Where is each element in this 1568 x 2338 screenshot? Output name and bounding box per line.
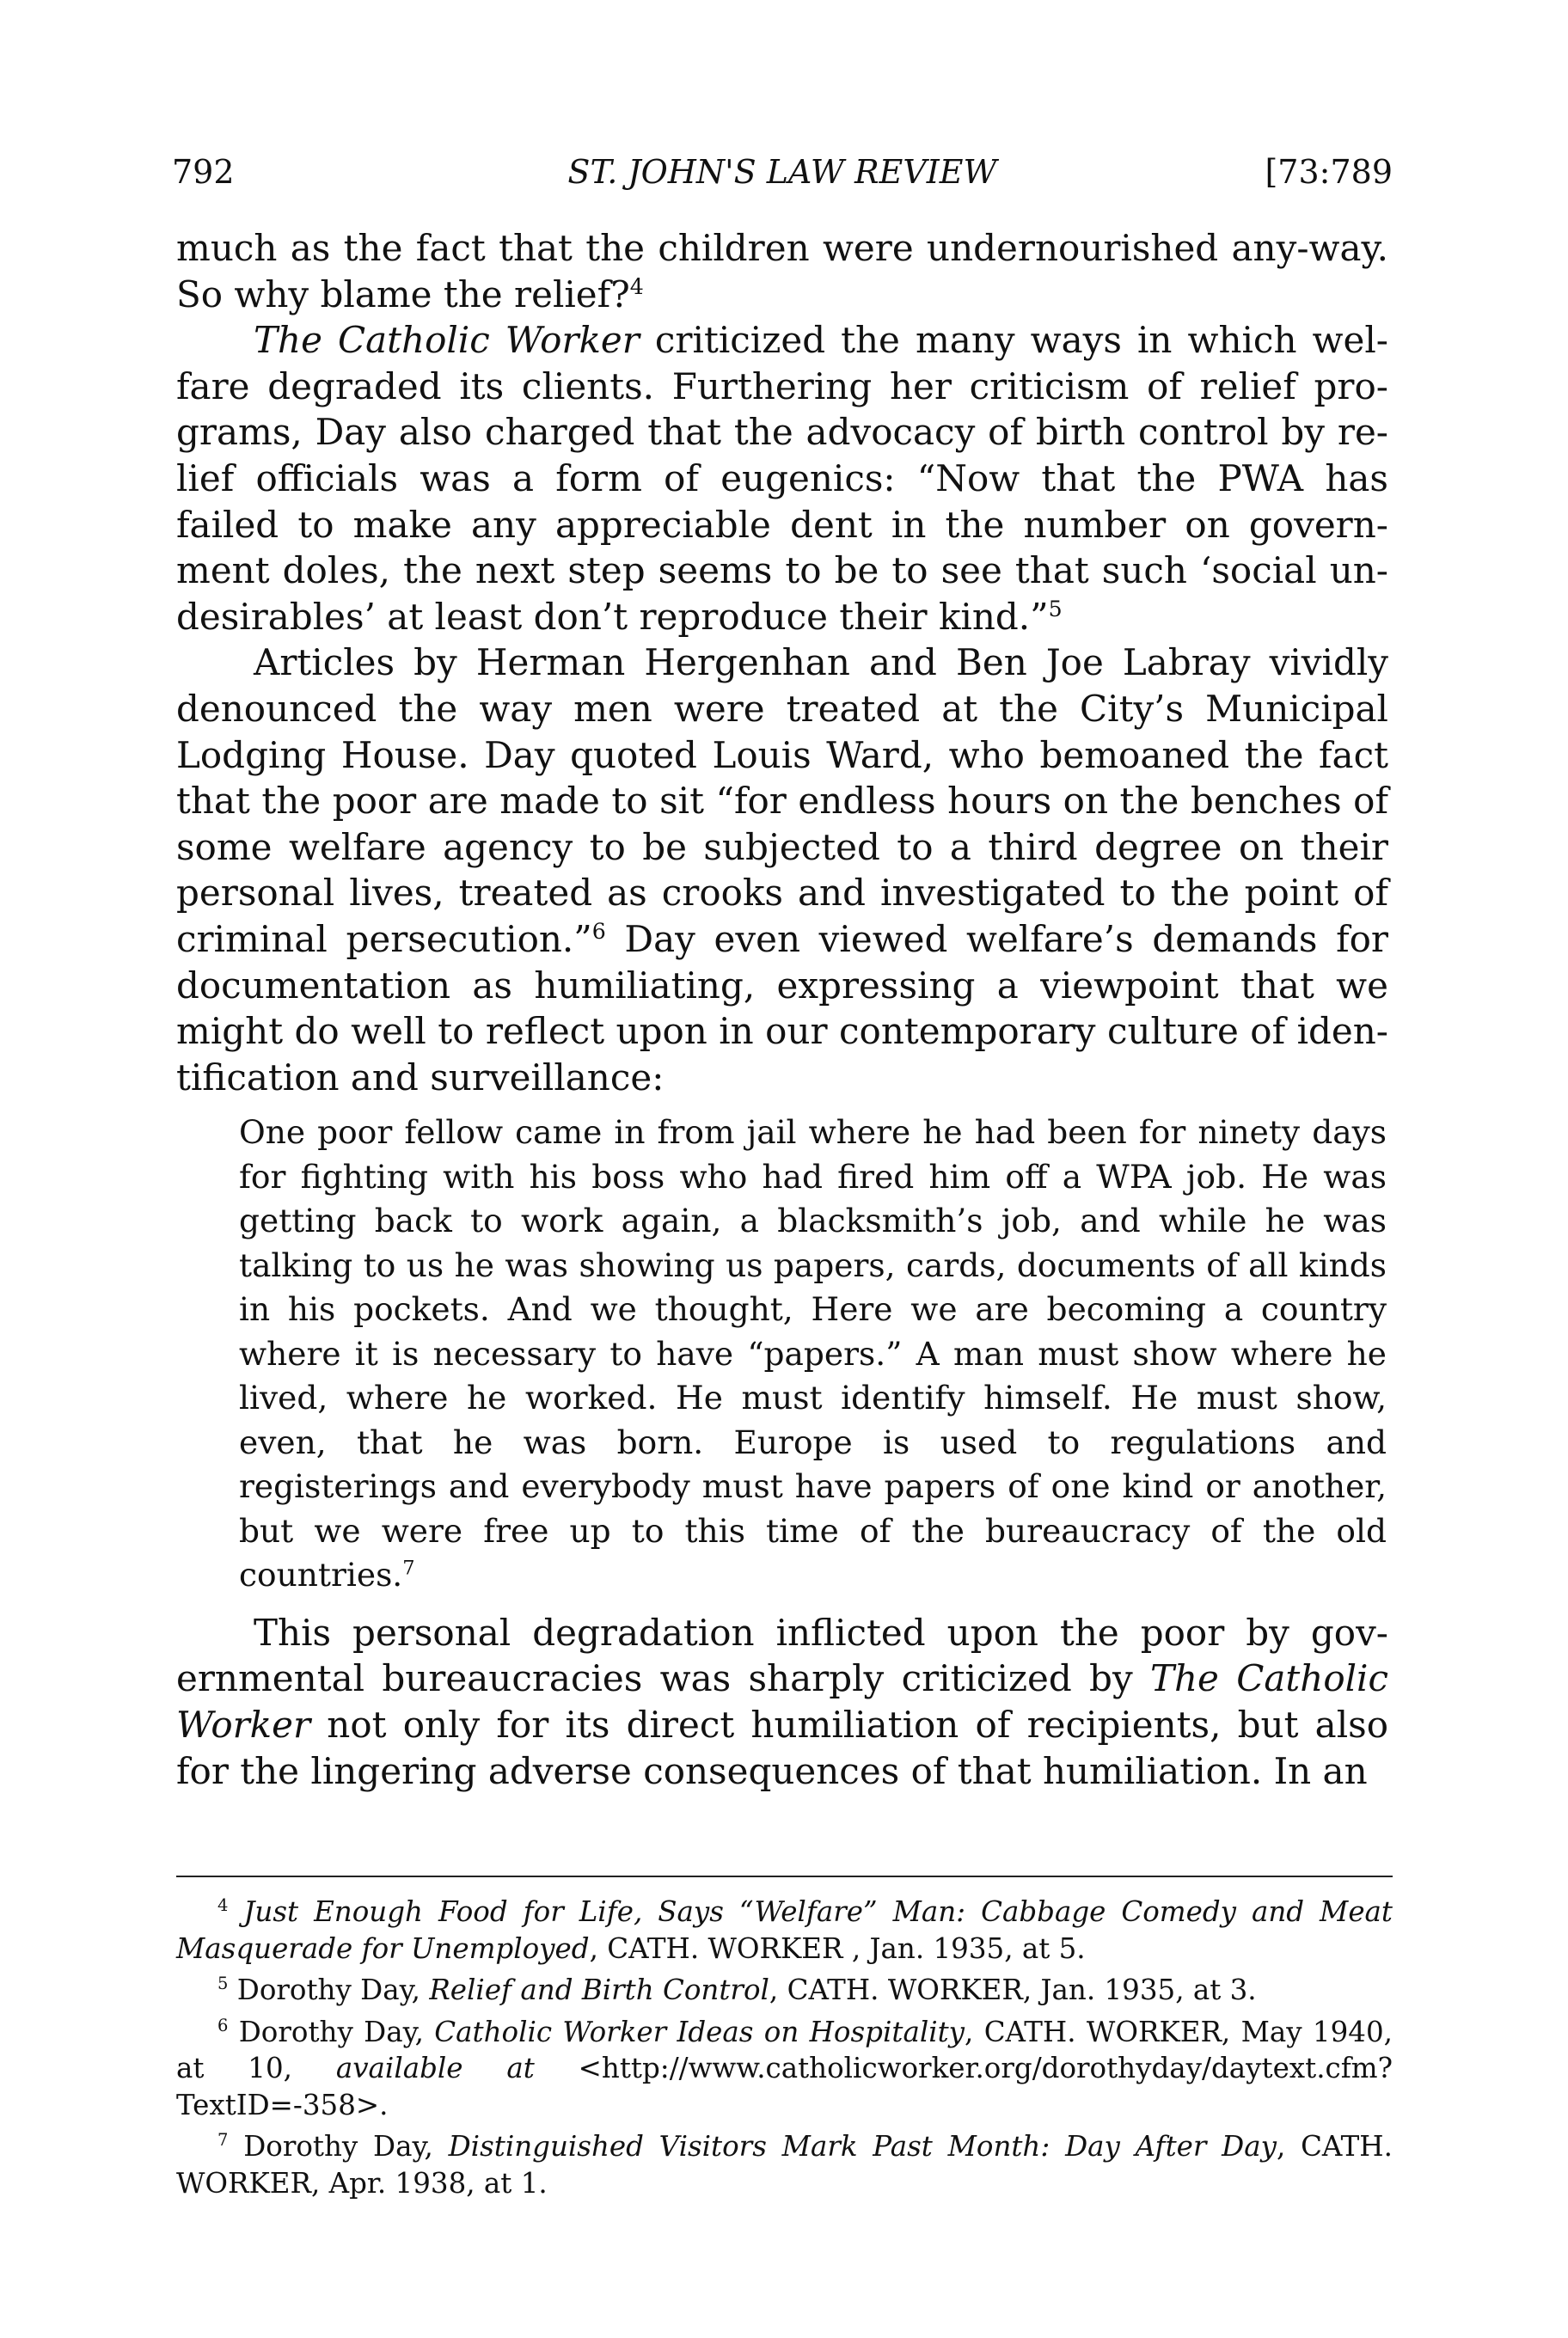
paragraph-2-text: criticized the many ways in which wel-fare degraded its clients. Furthering her criticism of relief pro-grams, Day also charged that the advocacy of birth control by re-lief officials was a form of eugenics: “Now that the PWA has failed to make any appreciable dent in the number on govern-ment doles, the next step seems to be to see that such ‘social un-desirables’ at least don’t reproduce their kind.” bbox=[176, 319, 1388, 638]
footnote-ref-6[interactable]: 6 bbox=[591, 918, 606, 944]
footnote-source: , CATH. WORKER, Jan. 1935, at 3. bbox=[769, 1974, 1257, 2006]
paragraph-3-text-a: Articles by Herman Hergenhan and Ben Joe Labray vividly denounced the way men were treated at the City’s Municipal Lodging House. Day quoted Louis Ward, who bemoaned the fact that the poor are made to sit “for endless hours on the benches of some welfare agency to be subjected to a third degree on their personal lives, treated as crooks and investigated to the point of criminal persecution.” bbox=[176, 641, 1388, 960]
footnote-number: 6 bbox=[217, 2015, 229, 2035]
volume-citation: [73:789 bbox=[1265, 153, 1393, 191]
publication-title-2: The Catholic Worker bbox=[176, 1657, 1388, 1746]
journal-title: ST. JOHN'S LAW REVIEW bbox=[567, 153, 997, 191]
footnote-author: Dorothy Day, bbox=[238, 2015, 435, 2048]
footnote-source: , CATH. WORKER, Apr. 1938, at 1. bbox=[176, 2130, 1393, 2200]
paragraph-4-text-b: not only for its direct humiliation of recipients, but also for the lingering adverse consequences of that humiliation. In an bbox=[176, 1703, 1388, 1792]
footnotes bbox=[176, 1894, 1393, 2206]
footnote-6 bbox=[176, 2014, 1393, 2124]
footnote-signal: available at bbox=[335, 2052, 535, 2084]
footnote-ref-7[interactable]: 7 bbox=[402, 1557, 415, 1580]
footnote-ref-5[interactable]: 5 bbox=[1048, 596, 1063, 621]
footnote-number: 5 bbox=[217, 1974, 229, 1994]
footnote-divider bbox=[176, 1876, 1393, 1877]
footnote-7 bbox=[176, 2128, 1393, 2201]
footnote-5 bbox=[176, 1972, 1393, 2009]
footnote-title: Relief and Birth Control bbox=[429, 1974, 769, 2006]
footnote-source: , CATH. WORKER, May 1940, at 10, bbox=[176, 2015, 1393, 2084]
paragraph-2 bbox=[176, 317, 1388, 640]
footnote-url[interactable]: <http://www.catholicworker.org/dorothyday/daytext.cfm?TextID=-358>. bbox=[176, 2052, 1393, 2121]
block-quote bbox=[239, 1111, 1387, 1598]
footnote-author: Dorothy Day, bbox=[236, 1974, 430, 2006]
paragraph-4 bbox=[176, 1610, 1388, 1794]
footnote-title: Just Enough Food for Life, Says “Welfare” Man: Cabbage Comedy and Meat Masquerade for Unemployed bbox=[176, 1895, 1393, 1965]
paragraph-1-text: much as the fact that the children were undernourished any-way. So why blame the relief? bbox=[176, 227, 1388, 315]
footnote-ref-4[interactable]: 4 bbox=[629, 273, 644, 299]
paragraph-1 bbox=[176, 225, 1388, 317]
block-quote-text: One poor fellow came in from jail where he had been for ninety days for fighting with his boss who had fired him off a WPA job. He was getting back to work again, a blacksmith’s job, and while he was talking to us he was showing us papers, cards, documents of all kinds in his pockets. And we thought, Here we are becoming a country where it is necessary to have “papers.” A man must show where he lived, where he worked. He must identify himself. He must show, even, that he was born. Europe is used to regulations and registerings and everybody must have papers of one kind or another, but we were free up to this time of the bureaucracy of the old countries. bbox=[239, 1113, 1387, 1594]
paragraph-3-text-b: Day even viewed welfare’s demands for documentation as humiliating, expressing a viewpoint that we might do well to reflect upon in our contemporary culture of iden-tification and surveillance: bbox=[176, 917, 1389, 1099]
page-number: 792 bbox=[172, 153, 235, 191]
paragraph-3 bbox=[176, 640, 1388, 1100]
running-header bbox=[172, 146, 1393, 198]
footnote-number: 4 bbox=[217, 1895, 229, 1916]
footnote-author: Dorothy Day, bbox=[243, 2130, 449, 2163]
footnote-number: 7 bbox=[217, 2130, 229, 2151]
publication-title: The Catholic Worker bbox=[254, 319, 640, 362]
footnote-title: Catholic Worker Ideas on Hospitality bbox=[434, 2015, 965, 2048]
main-text bbox=[176, 225, 1388, 1794]
footnote-4 bbox=[176, 1894, 1393, 1967]
footnote-source: , CATH. WORKER , Jan. 1935, at 5. bbox=[589, 1931, 1086, 1965]
paragraph-4-text-a: This personal degradation inflicted upon the poor by gov-ernmental bureaucracies was sharply criticized by bbox=[176, 1611, 1388, 1700]
footnote-title: Distinguished Visitors Mark Past Month: Day After Day bbox=[448, 2130, 1277, 2163]
